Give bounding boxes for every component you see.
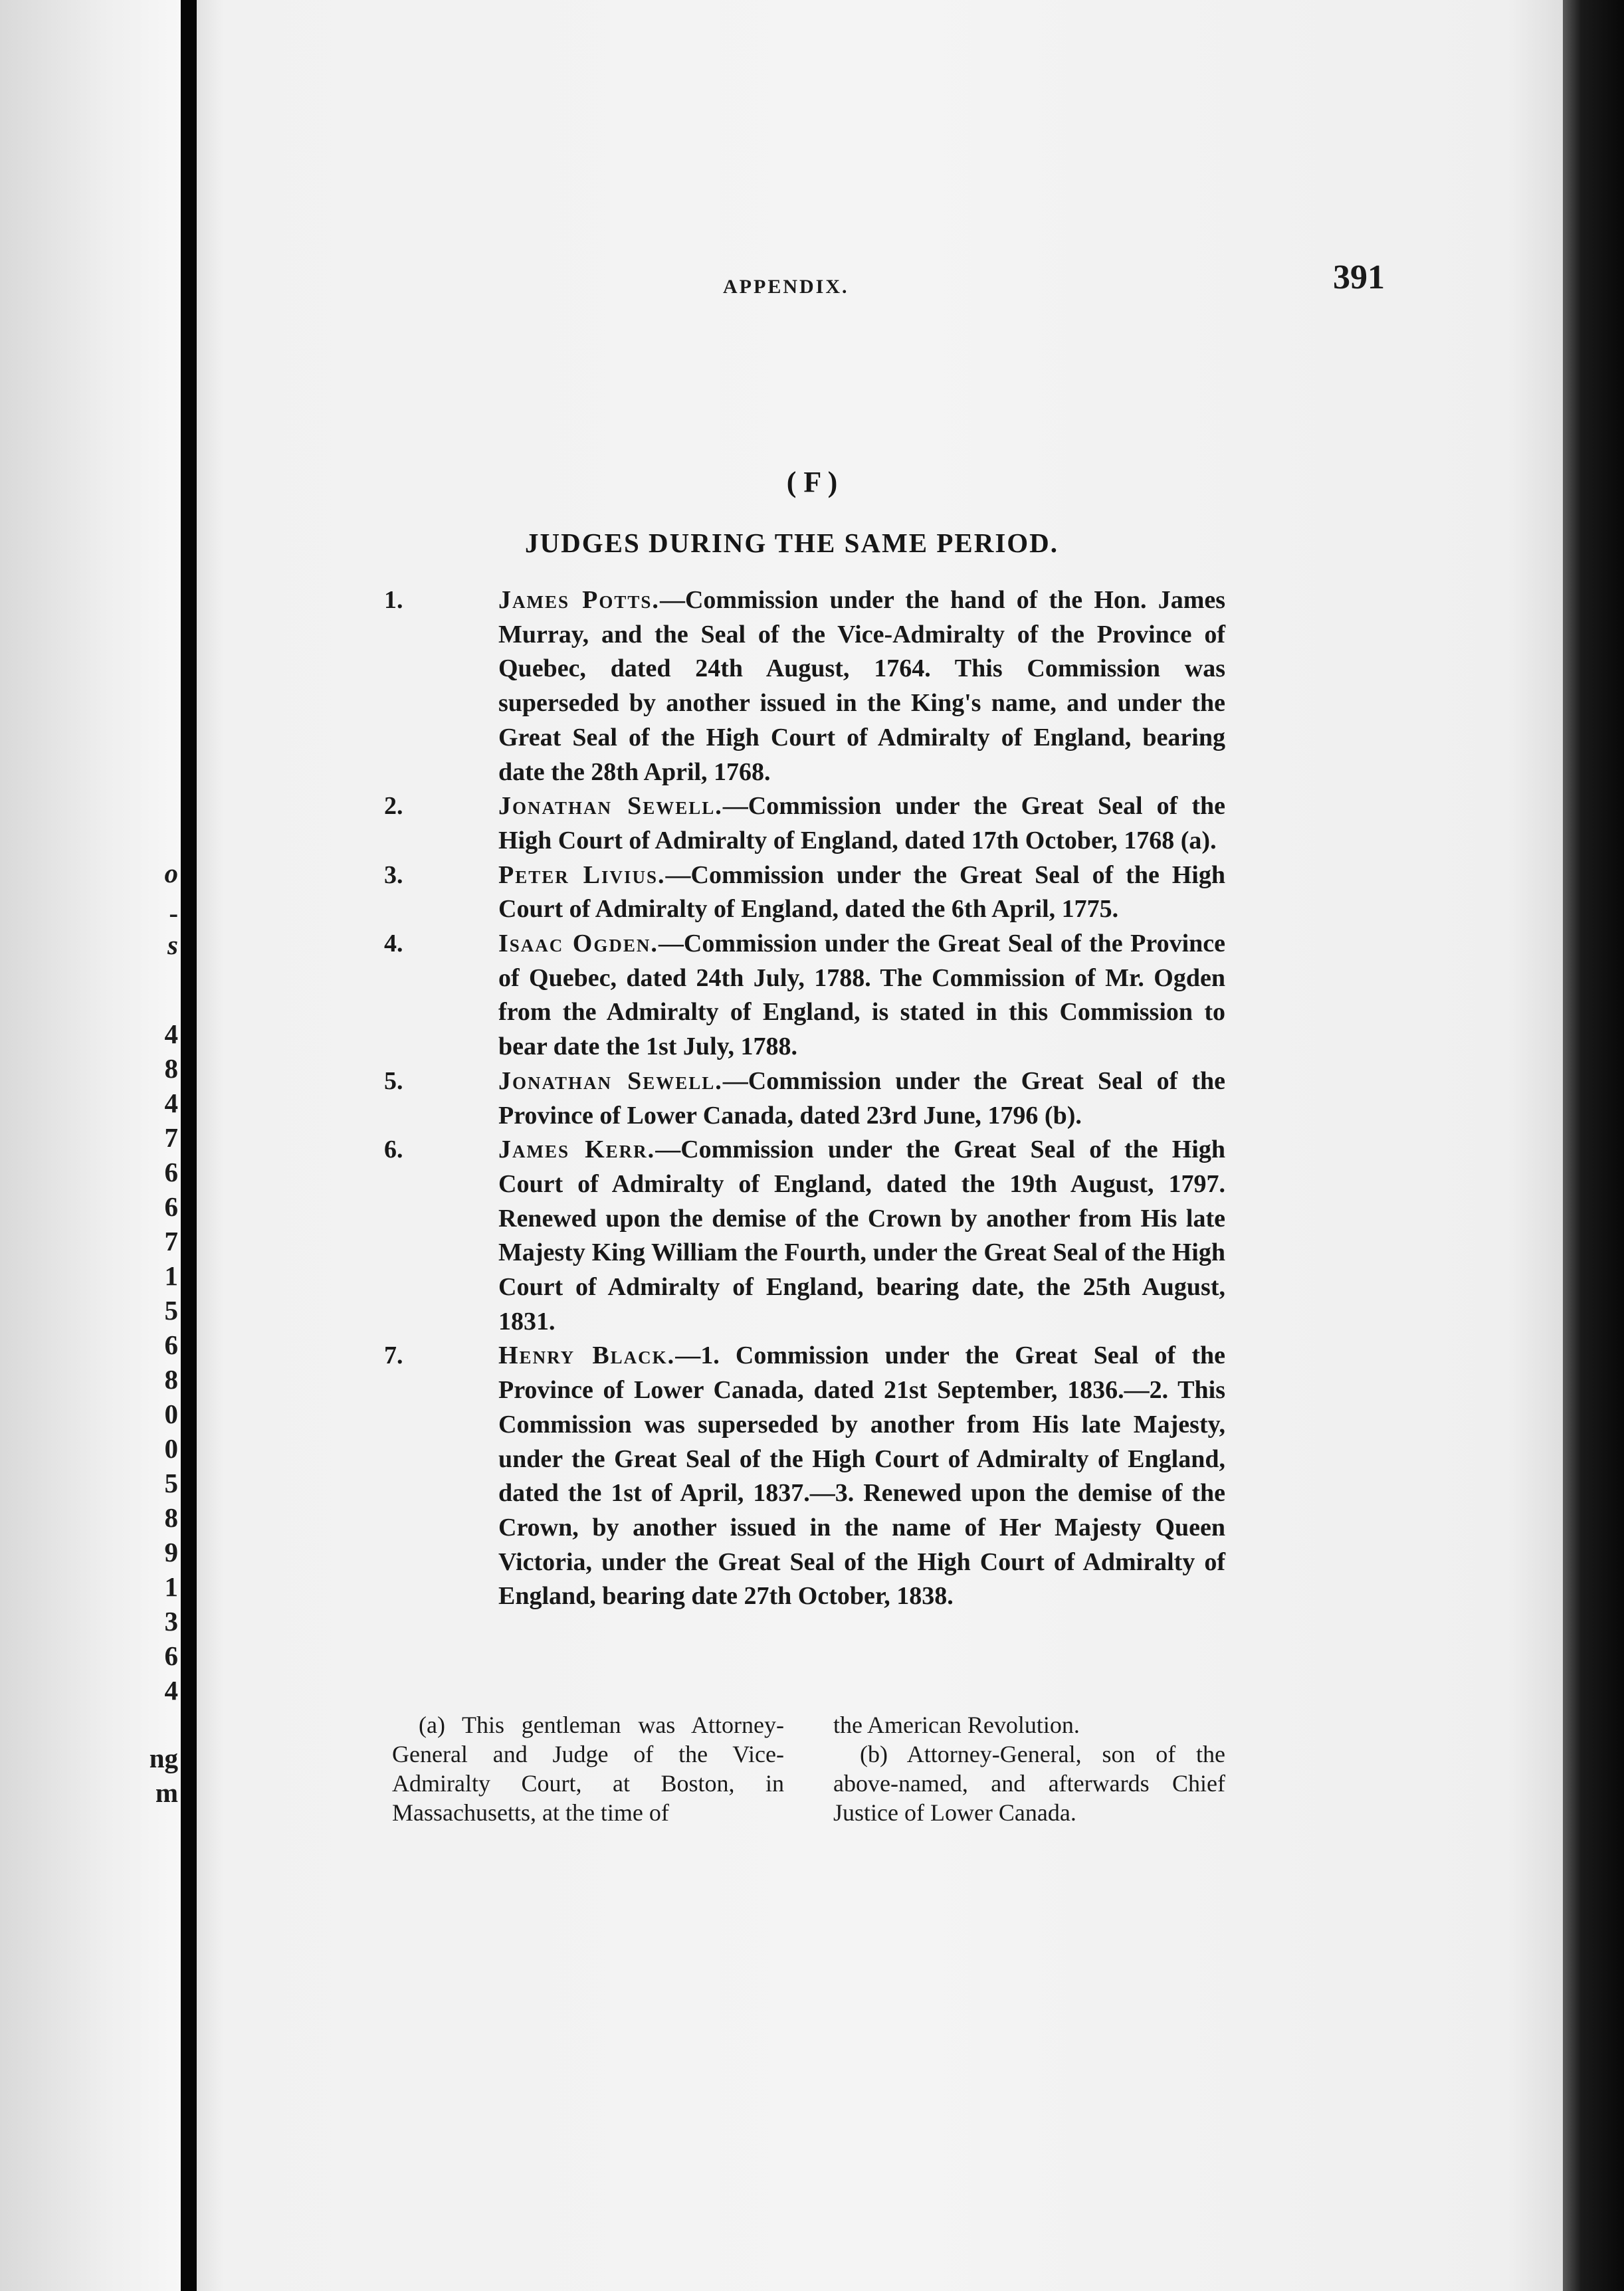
judge-entry <box>385 1339 1225 1614</box>
footnote-a-continuation: the American Revolution. <box>833 1712 1080 1738</box>
facing-page-fragment: - <box>169 898 178 928</box>
facing-page-fragment: o <box>164 858 178 888</box>
judge-name: Jonathan Sewell. <box>498 792 723 821</box>
facing-page-fragment: 8 <box>164 1364 178 1395</box>
entry-number: 3. <box>384 860 403 889</box>
facing-page-fragment: s <box>167 930 178 960</box>
entry-text: —Commission under the Great Seal of the Province of Quebec, dated 24th July, 1788. The Commission of Mr. Ogden from the Admiralty of England, is stated in this Commission to bear date the 1st July, 1788. <box>498 930 1225 1061</box>
footnote-column-right <box>833 1710 1225 1827</box>
judge-entry <box>385 927 1225 1064</box>
facing-page-fragment: 1 <box>164 1260 178 1291</box>
facing-page-fragment: 0 <box>164 1433 178 1464</box>
facing-page-fragment: 0 <box>164 1399 178 1429</box>
entry-text: —Commission under the Great Seal of the High Court of Admiralty of England, dated the 19th August, 1797. Renewed upon the demise of the Crown by another from His late Majesty King William the Fourth, under the Great Seal of the High Court of Admiralty of England, bearing date, the 25th August, 1831. <box>498 1136 1225 1336</box>
section-heading: JUDGES DURING THE SAME PERIOD. <box>525 528 1059 558</box>
judge-entry <box>385 858 1225 927</box>
judge-name: Peter Livius. <box>498 860 666 889</box>
footnote-a: (a) This gentleman was Attorney-General and Judge of the Vice-Admiralty Court, at Boston, in Massachusetts, at the time of <box>392 1712 784 1826</box>
judge-name: Jonathan Sewell. <box>498 1066 723 1095</box>
judge-name: Isaac Ogden. <box>498 930 659 958</box>
facing-page-fragment: 6 <box>164 1330 178 1360</box>
entry-number: 5. <box>384 1066 403 1095</box>
entry-number: 2. <box>384 792 403 821</box>
entry-number: 7. <box>384 1342 403 1370</box>
facing-page-fragment: ng <box>149 1743 178 1773</box>
judge-name: James Potts. <box>498 586 660 614</box>
running-head: APPENDIX. <box>723 276 849 298</box>
entry-text: —Commission under the Great Seal of the Province of Lower Canada, dated 23rd June, 1796 (b). <box>498 1066 1225 1130</box>
entry-text: —1. Commission under the Great Seal of the Province of Lower Canada, dated 21st September, 1836.—2. This Commission was superseded by another from His late Majesty, under the Great Seal of the High Court of Admiralty of England, dated the 1st of April, 1837.—3. Renewed upon the demise of the Crown, by another issued in the name of Her Majesty Queen Victoria, under the Great Seal of the High Court of Admiralty of England, bearing date 27th October, 1838. <box>498 1342 1225 1611</box>
facing-page-fragment: 6 <box>164 1641 178 1671</box>
footnotes <box>392 1710 1225 1827</box>
footnote-b: (b) Attorney-General, son of the above-named, and afterwards Chief Justice of Lower Canada. <box>833 1741 1225 1826</box>
facing-page-fragment: 7 <box>164 1226 178 1256</box>
facing-page-fragment: 4 <box>164 1019 178 1049</box>
entry-text: —Commission under the Great Seal of the High Court of Admiralty of England, dated 17th October, 1768 (a). <box>498 792 1225 854</box>
page-number: 391 <box>1333 258 1385 296</box>
facing-page-fragment: 5 <box>164 1468 178 1498</box>
entry-number: 4. <box>384 930 403 958</box>
page-edge-shadow <box>1563 0 1624 2291</box>
facing-page-fragment: 4 <box>164 1088 178 1118</box>
book-gutter <box>181 0 197 2291</box>
facing-page-fragment: 9 <box>164 1537 178 1567</box>
facing-page-fragment: 5 <box>164 1295 178 1326</box>
facing-page-fragment: 8 <box>164 1053 178 1084</box>
judge-entry <box>385 583 1225 789</box>
facing-page-fragment: m <box>155 1777 178 1808</box>
judge-entry <box>385 1064 1225 1133</box>
facing-page-edge <box>0 0 181 2291</box>
facing-page-fragment: 6 <box>164 1157 178 1187</box>
entry-number: 6. <box>384 1136 403 1164</box>
facing-page-fragment: 1 <box>164 1571 178 1602</box>
judge-name: James Kerr. <box>498 1136 656 1164</box>
section-mark: ( F ) <box>786 466 838 498</box>
entry-text: —Commission under the Great Seal of the High Court of Admiralty of England, dated the 6th April, 1775. <box>498 860 1225 924</box>
judges-list <box>385 583 1225 1614</box>
facing-page-fragment: 7 <box>164 1122 178 1153</box>
entry-number: 1. <box>384 586 403 614</box>
judge-entry <box>385 1133 1225 1339</box>
entry-text: —Commission under the hand of the Hon. James Murray, and the Seal of the Vice-Admiralty of the Province of Quebec, dated 24th August, 1764. This Commission was superseded by another issued in the King's name, and under the Great Seal of the High Court of Admiralty of England, bearing date the 28th April, 1768. <box>498 586 1226 786</box>
judge-name: Henry Black. <box>498 1342 676 1370</box>
facing-page-fragment: 3 <box>164 1606 178 1637</box>
facing-page-fragment: 8 <box>164 1502 178 1533</box>
judge-entry <box>385 789 1225 858</box>
footnote-column-left <box>392 1710 784 1827</box>
facing-page-fragment: 6 <box>164 1191 178 1222</box>
facing-page-fragment: 4 <box>164 1675 178 1706</box>
